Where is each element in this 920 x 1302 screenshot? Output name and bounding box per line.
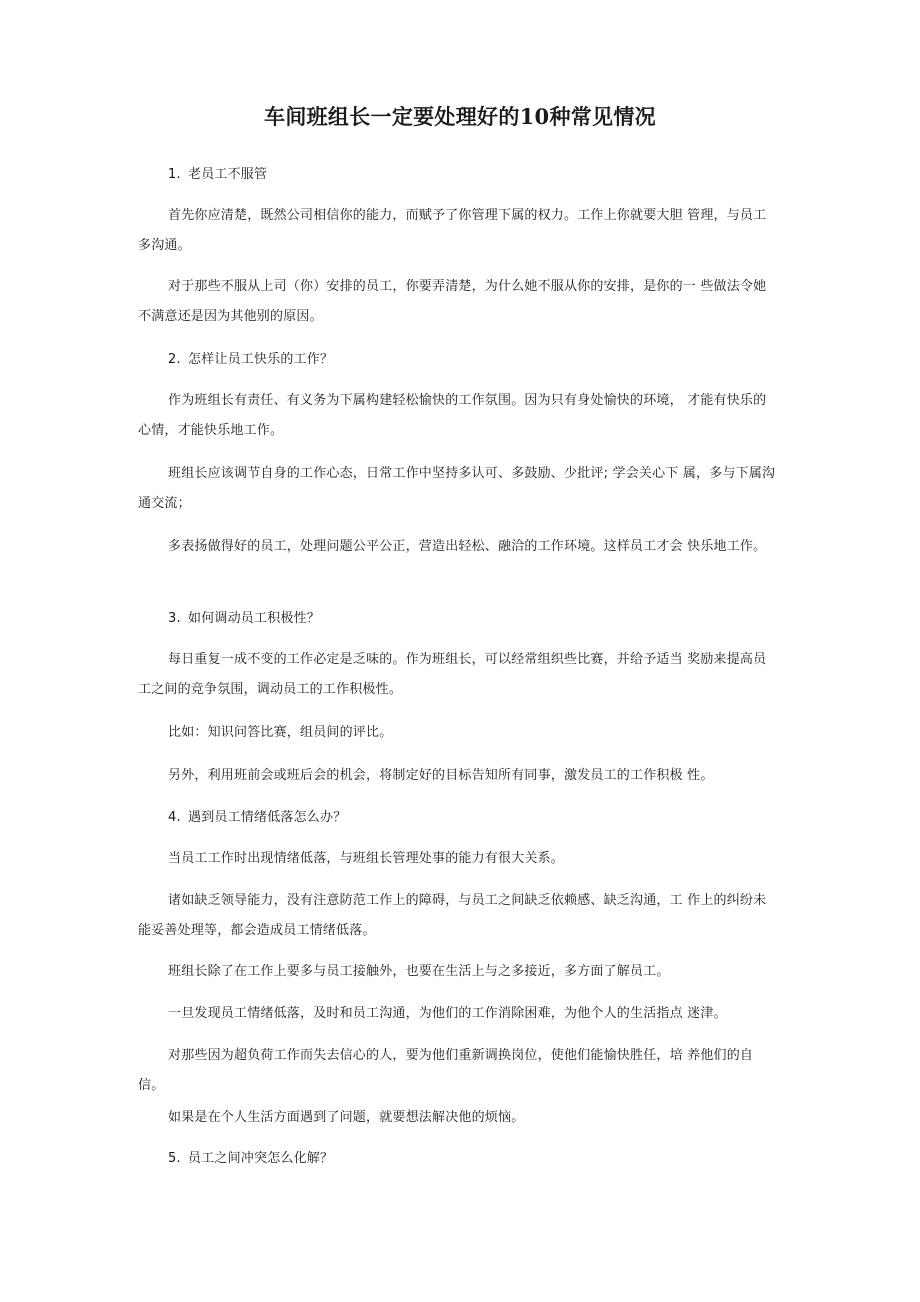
paragraph: 作为班组长有责任、有义务为下属构建轻松愉快的工作氛围。因为只有身处愉快的环境， 才能有快乐的心情，才能快乐地工作。 bbox=[138, 393, 767, 438]
paragraph: 多表扬做得好的员工，处理问题公平公正，营造出轻松、融洽的工作环境。这样员工才会 快乐地工作。 bbox=[168, 539, 767, 554]
paragraph: 班组长应该调节自身的工作心态，日常工作中坚持多认可、多鼓励、少批评; 学会关心下 属，多与下属沟通交流； bbox=[138, 466, 776, 511]
section-heading-text: 如何调动员工积极性？ bbox=[188, 611, 321, 626]
paragraph: 比如：知识问答比赛，组员间的评比。 bbox=[168, 725, 393, 740]
paragraph: 每日重复一成不变的工作必定是乏味的。作为班组长，可以经常组织些比赛，并给予适当 奖励来提高员工之间的竞争氛围，调动员工的工作积极性。 bbox=[138, 652, 767, 697]
section-number: 2. bbox=[168, 352, 181, 367]
paragraph: 首先你应清楚，既然公司相信你的能力，而赋予了你管理下属的权力。工作上你就要大胆 管理，与员工多沟通。 bbox=[138, 208, 767, 253]
page-title: 车间班组长一定要处理好的10种常见情况 bbox=[264, 104, 656, 129]
paragraph: 如果是在个人生活方面遇到了问题，就要想法解决他的烦恼。 bbox=[168, 1110, 525, 1125]
paragraph: 另外，利用班前会或班后会的机会，将制定好的目标告知所有同事，激发员工的工作积极 性。 bbox=[168, 768, 714, 783]
section-number: 3. bbox=[168, 611, 181, 626]
paragraph: 对那些因为超负荷工作而失去信心的人，要为他们重新调换岗位，使他们能愉快胜任，培 养他们的自信。 bbox=[138, 1048, 754, 1093]
section-heading-text: 遇到员工情绪低落怎么办？ bbox=[188, 810, 347, 825]
section-number: 1. bbox=[168, 167, 181, 182]
section-heading-text: 员工之间冲突怎么化解？ bbox=[188, 1151, 334, 1166]
section-heading-3 bbox=[138, 604, 808, 634]
paragraph: 对于那些不服从上司（你）安排的员工，你要弄清楚，为什么她不服从你的安排，是你的一 些做法令她不满意还是因为其他别的原因。 bbox=[138, 279, 767, 324]
section-heading-5 bbox=[138, 1144, 808, 1174]
section-heading-text: 老员工不服管 bbox=[188, 167, 268, 182]
paragraph: 当员工工作时出现情绪低落，与班组长管理处事的能力有很大关系。 bbox=[168, 851, 565, 866]
section-heading-1 bbox=[138, 160, 808, 190]
paragraph: 一旦发现员工情绪低落，及时和员工沟通，为他们的工作消除困难，为他个人的生活指点 迷津。 bbox=[168, 1006, 727, 1021]
section-heading-2 bbox=[138, 345, 808, 375]
section-heading-4 bbox=[138, 803, 808, 833]
section-number: 4. bbox=[168, 810, 181, 825]
paragraph: 诸如缺乏领导能力，没有注意防范工作上的障碍，与员工之间缺乏依赖感、缺乏沟通，工 作上的纠纷未能妥善处理等，都会造成员工情绪低落。 bbox=[138, 893, 767, 938]
paragraph: 班组长除了在工作上要多与员工接触外，也要在生活上与之多接近，多方面了解员工。 bbox=[168, 964, 670, 979]
section-heading-text: 怎样让员工快乐的工作？ bbox=[188, 352, 334, 367]
section-number: 5. bbox=[168, 1151, 181, 1166]
